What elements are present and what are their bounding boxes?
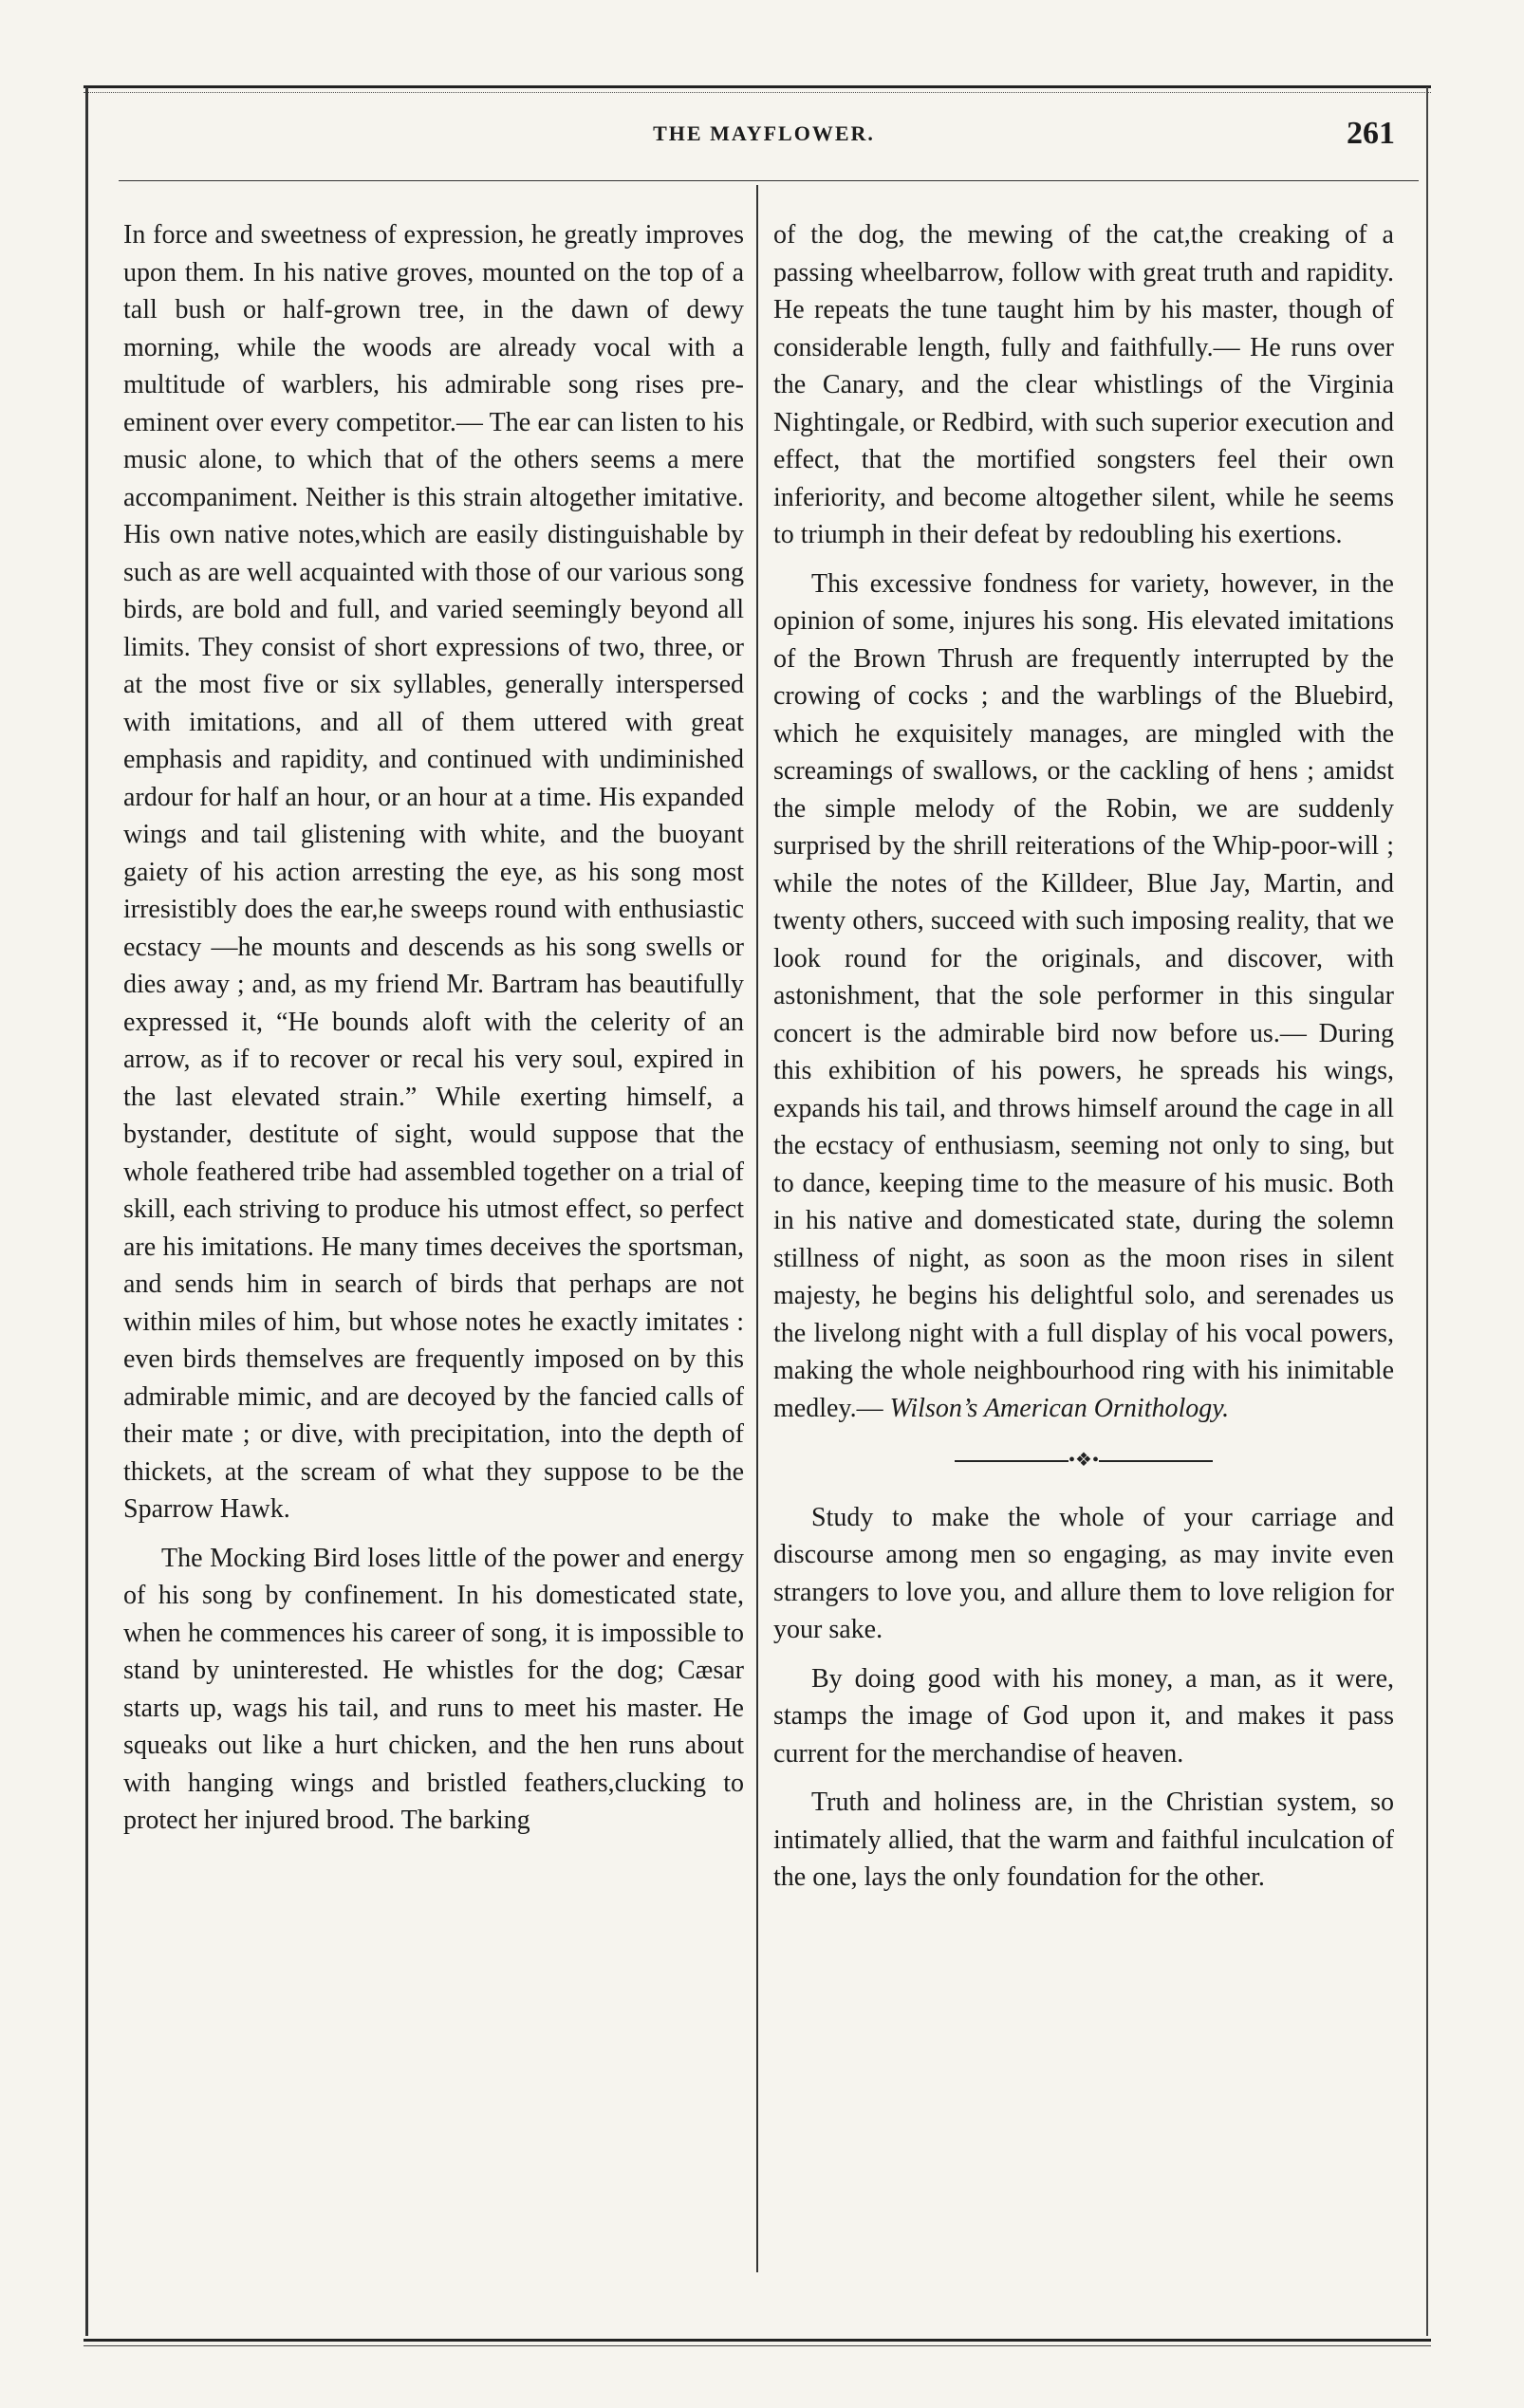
page-header <box>123 116 1404 163</box>
right-column <box>773 216 1394 1908</box>
top-border-dotted-rule <box>84 92 1431 93</box>
left-paragraph-1: In force and sweetness of expression, he greatly improves upon them. In his native groves, mounted on the top of a tall bush or half-grown tree, in the dawn of dewy morning, while the woods are already vocal with a multitude of warblers, his admirable song rises pre-eminent over every competitor.— The ear can listen to his music alone, to which that of the others seems a mere accompaniment. Neither is this strain altogether imitative. His own native notes,which are easily distinguishable by such as are well acquainted with those of our various song birds, are bold and full, and varied seemingly beyond all limits. They consist of short expressions of two, three, or at the most five or six syllables, generally interspersed with imitations, and all of them uttered with great emphasis and rapidity, and continued with undiminished ardour for half an hour, or an hour at a time. His expanded wings and tail glistening with white, and the buoyant gaiety of his action arresting the eye, as his song most irresistibly does the ear,he sweeps round with enthusiastic ecstacy —he mounts and descends as his song swells or dies away ; and, as my friend Mr. Bartram has beautifully expressed it, “He bounds aloft with the celerity of an arrow, as if to recover or recal his very soul, expired in the last elevated strain.” While exerting himself, a bystander, destitute of sight, would suppose that the whole feathered tribe had assembled together on a trial of skill, each striving to produce his utmost effect, so perfect are his imitations. He many times deceives the sportsman, and sends him in search of birds that perhaps are not within miles of him, but whose notes he exactly imitates : even birds themselves are frequently imposed on by this admirable mimic, and are decoyed by the fancied calls of their mate ; or dive, with precipitation, into the depth of thickets, at the scream of what they suppose to be the Sparrow Hawk. <box>123 220 744 1524</box>
left-border-line <box>85 87 88 2336</box>
ornament-rule-right <box>1099 1460 1213 1462</box>
bottom-border-thin-rule <box>84 2345 1431 2346</box>
header-rule <box>119 180 1419 181</box>
bottom-border-rule <box>84 2339 1431 2342</box>
right-paragraph-1: of the dog, the mewing of the cat,the creaking of a passing wheelbarrow, follow with great truth and rapidity. He repeats the tune taught him by his master, though of considerable length, fully and faithfully.— He runs over the Canary, and the clear whistlings of the Virginia Nightingale, or Redbird, with such superior execution and effect, that the mortified songsters feel their own inferiority, and become altogether silent, while he seems to triumph in their defeat by redoubling his exertions. <box>773 220 1394 549</box>
ornament-glyph: •❖• <box>1069 1450 1099 1471</box>
ornament-rule-left <box>955 1460 1069 1462</box>
right-border-line <box>1426 87 1428 2336</box>
right-paragraph-2 <box>773 565 1394 1428</box>
left-paragraph-2: The Mocking Bird loses little of the power and energy of his song by confinement. In his domesticated state, when he commences his career of song, it is impossible to stand by uninterested. He whistles for the dog; Cæsar starts up, wags his tail, and runs to meet his master. He squeaks out like a hurt chicken, and the hen runs about with hanging wings and bristled feathers,clucking to protect her injured brood. The barking <box>123 1543 744 1835</box>
top-border-rule <box>84 85 1431 88</box>
left-column <box>123 216 744 1851</box>
section-ornament <box>773 1442 1394 1480</box>
right-paragraph-5: Truth and holiness are, in the Christian system, so intimately allied, that the warm and faithful inculcation of the one, lays the only foundation for the other. <box>773 1787 1394 1892</box>
page-number: 261 <box>1347 116 1395 151</box>
right-paragraph-2-text: This excessive fondness for variety, however, in the opinion of some, injures his song. His elevated imitations of the Brown Thrush are frequently interrupted by the crowing of cocks ; and the warblings of the Bluebird, which he exquisitely manages, are mingled with the screamings of swallows, or the cackling of hens ; amidst the simple melody of the Robin, we are suddenly surprised by the shrill reiterations of the Whip-poor-will ; while the notes of the Killdeer, Blue Jay, Martin, and twenty others, succeed with such imposing reality, that we look round for the originals, and discover, with astonishment, that the sole performer in this singular concert is the admirable bird now before us.— During this exhibition of his powers, he spreads his wings, expands his tail, and throws himself around the cage in all the ecstacy of enthusiasm, seeming not only to sing, but to dance, keeping time to the measure of his music. Both in his native and domesticated state, during the solemn stillness of night, as soon as the moon rises in silent majesty, he begins his delightful solo, and serenades us the livelong night with a full display of his vocal powers, making the whole neighbourhood ring with his inimitable medley.— <box>773 568 1394 1423</box>
running-head: THE MAYFLOWER. <box>653 121 875 145</box>
column-divider <box>756 185 758 2272</box>
right-paragraph-4: By doing good with his money, a man, as it were, stamps the image of God upon it, and makes it pass current for the merchandise of heaven. <box>773 1663 1394 1769</box>
right-paragraph-3: Study to make the whole of your carriage and discourse among men so engaging, as may invite even strangers to love you, and allure them to love religion for your sake. <box>773 1502 1394 1644</box>
citation: Wilson’s American Ornithology. <box>889 1393 1230 1423</box>
